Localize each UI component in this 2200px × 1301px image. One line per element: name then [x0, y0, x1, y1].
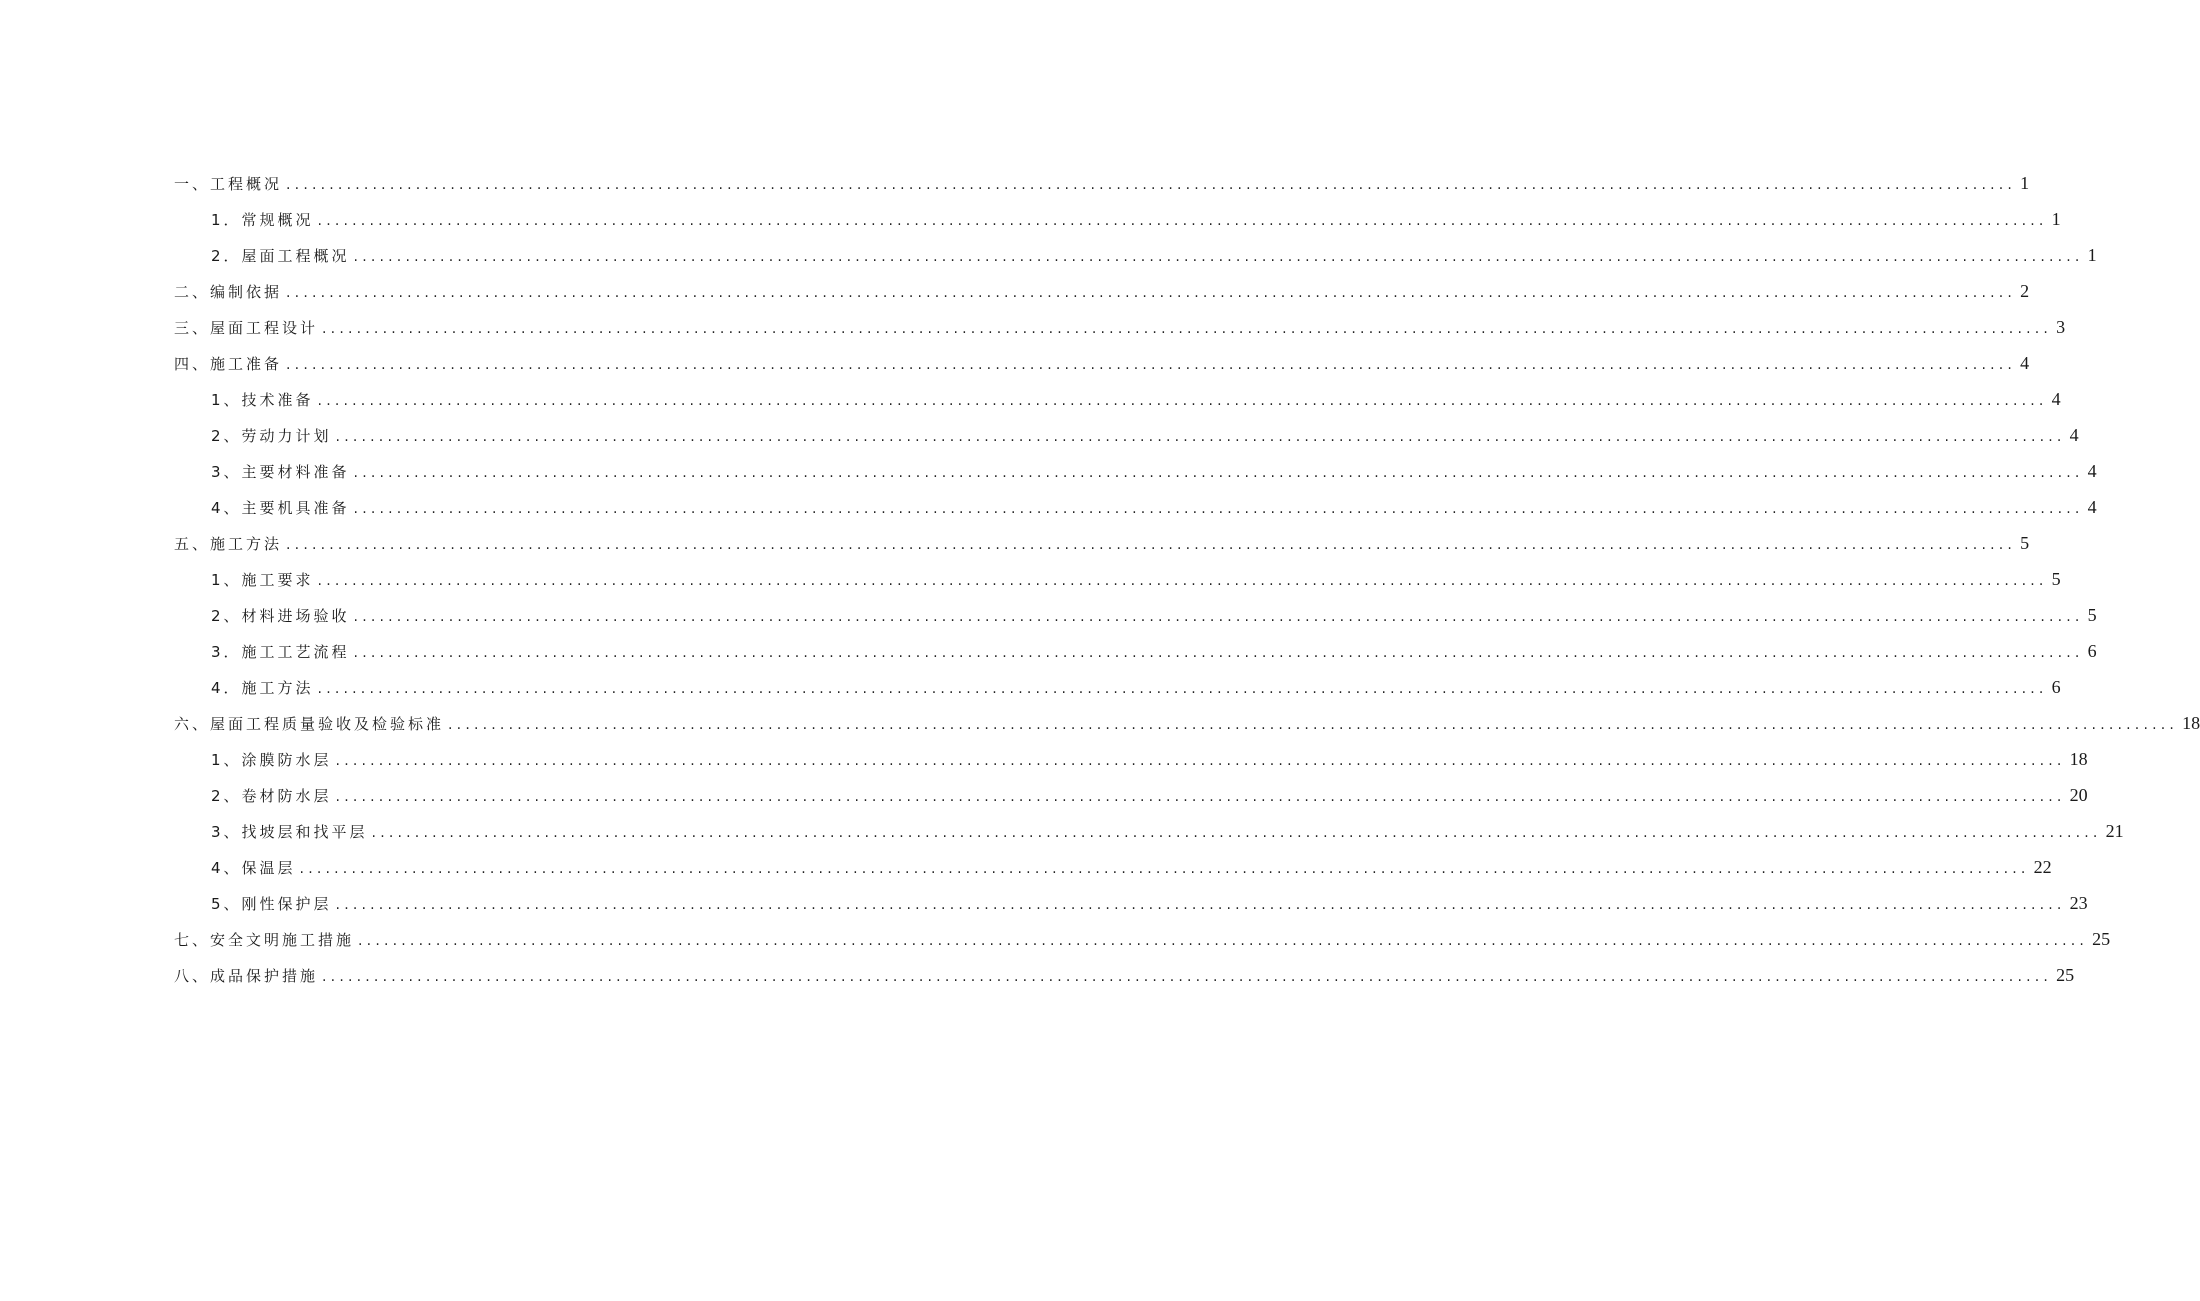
toc-entry	[174, 780, 2088, 816]
toc-dot-leader: ........................................................................................................................................................................................................	[353, 645, 2084, 661]
toc-entry	[174, 204, 2061, 240]
toc-entry-label: 八、成品保护措施	[174, 967, 319, 985]
toc-entry	[174, 348, 2030, 384]
toc-entry-page: 4	[2087, 461, 2097, 481]
toc-entry-label: 1、涂膜防水层	[211, 751, 332, 769]
toc-entry-page: 18	[2069, 749, 2088, 769]
toc-entry-page: 1	[2020, 173, 2030, 193]
toc-entry-page: 1	[2051, 209, 2061, 229]
toc-dot-leader: ........................................................................................................................................................................................................	[358, 933, 2089, 949]
toc-entry-page: 5	[2051, 569, 2061, 589]
toc-entry-page: 2	[2020, 281, 2030, 301]
toc-dot-leader: ........................................................................................................................................................................................................	[371, 825, 2102, 841]
toc-entry-label: 2、卷材防水层	[211, 787, 332, 805]
toc-entry-page: 1	[2087, 245, 2097, 265]
toc-dot-leader: ........................................................................................................................................................................................................	[317, 393, 2048, 409]
toc-entry-label: 5、刚性保护层	[211, 895, 332, 913]
toc-dot-leader: ........................................................................................................................................................................................................	[286, 177, 2017, 193]
toc-entry-page: 4	[2087, 497, 2097, 517]
toc-dot-leader: ........................................................................................................................................................................................................	[317, 573, 2048, 589]
toc-entry	[174, 744, 2088, 780]
toc-entry	[174, 708, 2200, 744]
toc-entry	[174, 888, 2088, 924]
toc-entry-label: 四、施工准备	[174, 355, 283, 373]
toc-dot-leader: ........................................................................................................................................................................................................	[335, 789, 2066, 805]
toc-entry-label: 六、屋面工程质量验收及检验标准	[174, 715, 445, 733]
toc-entry-label: 三、屋面工程设计	[174, 319, 319, 337]
toc-entry-page: 4	[2020, 353, 2030, 373]
toc-entry-page: 25	[2056, 965, 2075, 985]
toc-entry	[174, 456, 2097, 492]
toc-dot-leader: ........................................................................................................................................................................................................	[322, 321, 2053, 337]
toc-entry-label: 2、劳动力计划	[211, 427, 332, 445]
toc-dot-leader: ........................................................................................................................................................................................................	[286, 285, 2017, 301]
toc-dot-leader: ........................................................................................................................................................................................................	[286, 357, 2017, 373]
toc-entry-label: 2、材料进场验收	[211, 607, 350, 625]
toc-dot-leader: ........................................................................................................................................................................................................	[286, 537, 2017, 553]
toc-entry	[174, 168, 2030, 204]
toc-entry-label: 4、主要机具准备	[211, 499, 350, 517]
toc-entry-label: 2．屋面工程概况	[211, 247, 350, 265]
toc-dot-leader: ........................................................................................................................................................................................................	[353, 465, 2084, 481]
toc-entry	[174, 276, 2030, 312]
toc-entry	[174, 312, 2066, 348]
toc-entry-page: 5	[2087, 605, 2097, 625]
toc-entry	[174, 384, 2061, 420]
toc-entry-label: 4、保温层	[211, 859, 296, 877]
toc-entry-page: 5	[2020, 533, 2030, 553]
toc-entry	[174, 672, 2061, 708]
toc-entry	[174, 636, 2097, 672]
toc-entry	[174, 240, 2097, 276]
toc-entry-label: 3、主要材料准备	[211, 463, 350, 481]
toc-entry	[174, 564, 2061, 600]
toc-entry-page: 3	[2056, 317, 2066, 337]
toc-entry-page: 4	[2069, 425, 2079, 445]
toc-entry-label: 二、编制依据	[174, 283, 283, 301]
toc-entry	[174, 492, 2097, 528]
toc-entry-label: 1、施工要求	[211, 571, 314, 589]
toc-dot-leader: ........................................................................................................................................................................................................	[353, 501, 2084, 517]
toc-dot-leader: ........................................................................................................................................................................................................	[353, 609, 2084, 625]
toc-dot-leader: ........................................................................................................................................................................................................	[322, 969, 2053, 985]
toc-entry-page: 4	[2051, 389, 2061, 409]
toc-entry	[174, 924, 2111, 960]
toc-entry-label: 3、找坡层和找平层	[211, 823, 368, 841]
toc-entry-page: 21	[2105, 821, 2124, 841]
toc-entry	[174, 816, 2124, 852]
toc-entry-page: 22	[2033, 857, 2052, 877]
toc-dot-leader: ........................................................................................................................................................................................................	[299, 861, 2030, 877]
toc-entry-page: 20	[2069, 785, 2088, 805]
toc-dot-leader: ........................................................................................................................................................................................................	[335, 753, 2066, 769]
toc-entry-label: 1、技术准备	[211, 391, 314, 409]
toc-entry-page: 6	[2051, 677, 2061, 697]
toc-entry-label: 3．施工工艺流程	[211, 643, 350, 661]
toc-dot-leader: ........................................................................................................................................................................................................	[317, 681, 2048, 697]
toc-dot-leader: ........................................................................................................................................................................................................	[335, 429, 2066, 445]
toc-entry-label: 五、施工方法	[174, 535, 283, 553]
toc-entry	[174, 528, 2030, 564]
toc-dot-leader: ........................................................................................................................................................................................................	[335, 897, 2066, 913]
toc-entry-label: 1．常规概况	[211, 211, 314, 229]
toc-entry-page: 25	[2092, 929, 2111, 949]
toc-dot-leader: ........................................................................................................................................................................................................	[317, 213, 2048, 229]
toc-entry-label: 七、安全文明施工措施	[174, 931, 355, 949]
toc-dot-leader: ........................................................................................................................................................................................................	[448, 717, 2179, 733]
toc-entry-page: 23	[2069, 893, 2088, 913]
toc-entry	[174, 600, 2097, 636]
toc-entry	[174, 420, 2079, 456]
toc-dot-leader: ........................................................................................................................................................................................................	[353, 249, 2084, 265]
toc-entry	[174, 852, 2052, 888]
table-of-contents	[174, 168, 2200, 996]
toc-entry-page: 18	[2182, 713, 2200, 733]
toc-entry-label: 一、工程概况	[174, 175, 283, 193]
toc-entry-page: 6	[2087, 641, 2097, 661]
toc-entry-label: 4．施工方法	[211, 679, 314, 697]
toc-entry	[174, 960, 2075, 996]
